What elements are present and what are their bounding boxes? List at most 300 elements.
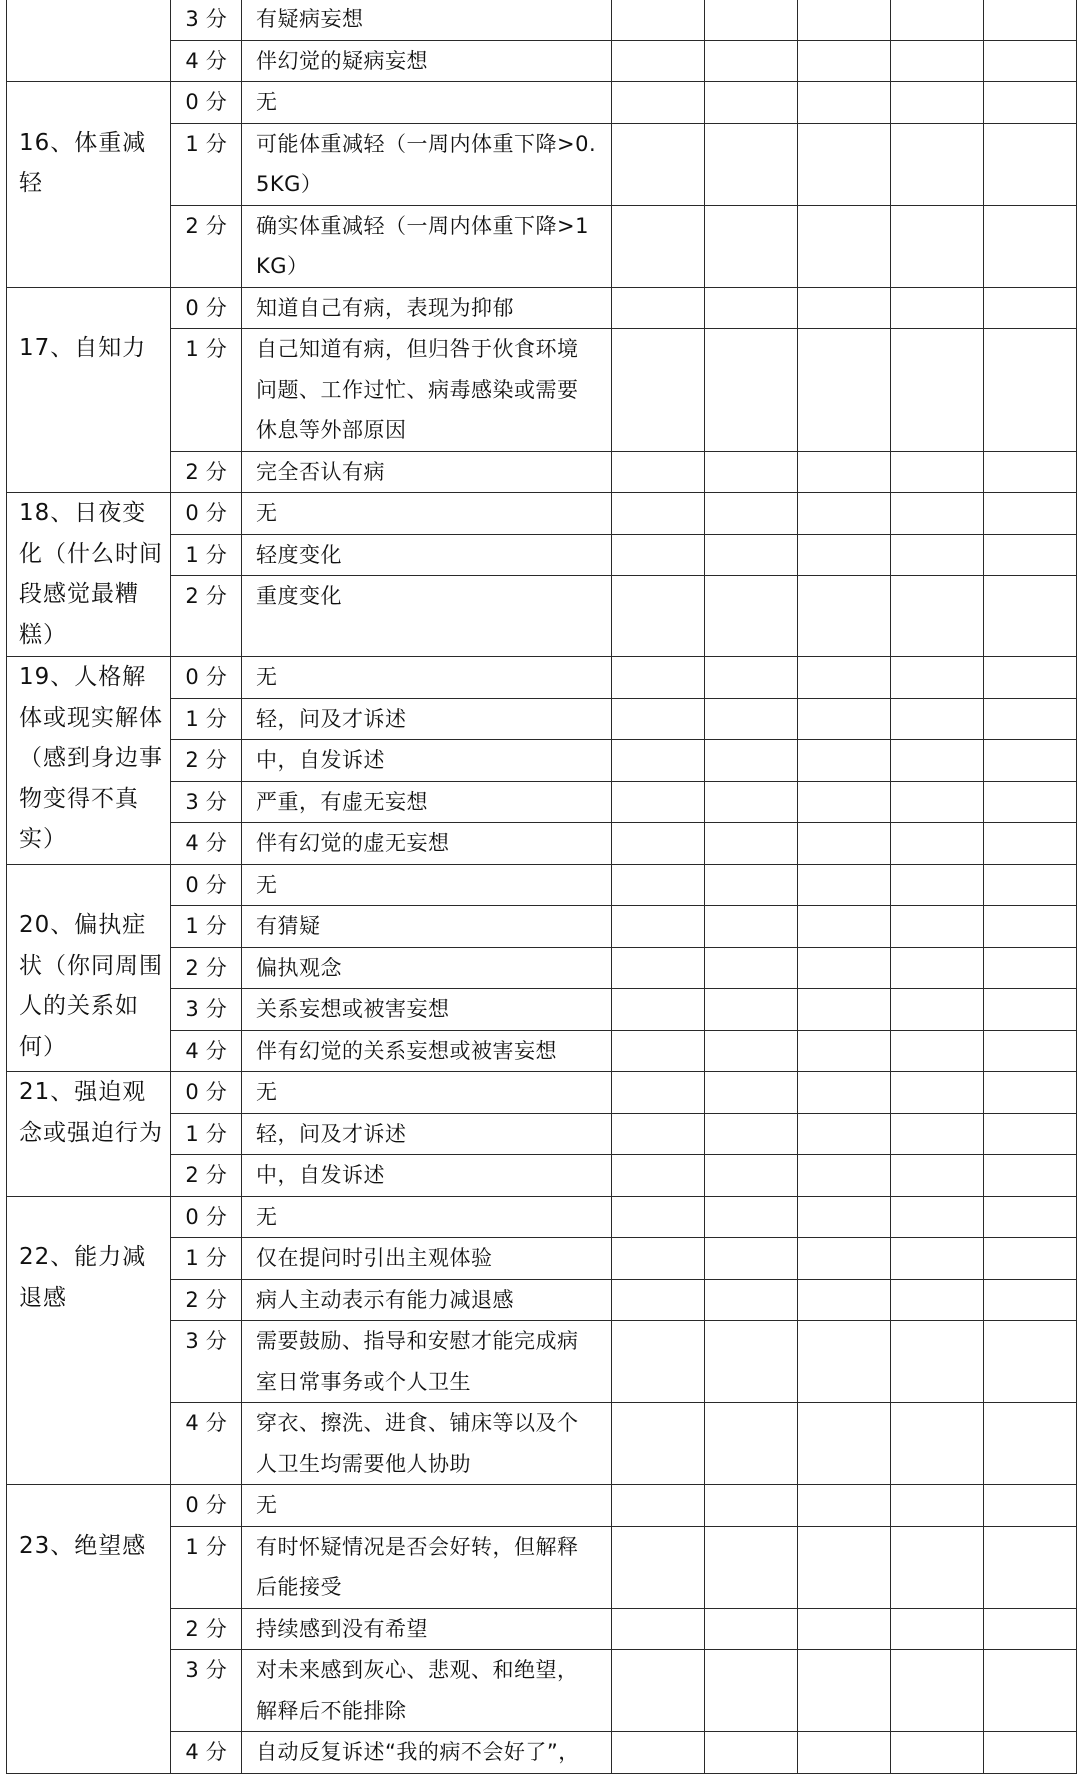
- rating-entry-cell[interactable]: [705, 1279, 798, 1321]
- rating-entry-cell[interactable]: [612, 329, 705, 452]
- rating-entry-cell[interactable]: [612, 1608, 705, 1650]
- rating-entry-cell[interactable]: [612, 493, 705, 535]
- rating-entry-cell[interactable]: [891, 1072, 984, 1114]
- rating-entry-cell[interactable]: [891, 1279, 984, 1321]
- score-row: [7, 493, 1077, 535]
- rating-entry-cell[interactable]: [705, 576, 798, 657]
- rating-entry-cell[interactable]: [798, 0, 891, 40]
- score-description: 需要鼓励、指导和安慰才能完成病室日常事务或个人卫生: [242, 1321, 612, 1403]
- score-cell: [171, 493, 242, 535]
- item-category: [7, 287, 171, 493]
- score-description: 轻，问及才诉述: [242, 698, 612, 740]
- rating-entry-cell[interactable]: [891, 493, 984, 535]
- score-unit: 分: [205, 295, 227, 320]
- rating-entry-cell[interactable]: [705, 1321, 798, 1403]
- rating-entry-cell[interactable]: [798, 989, 891, 1031]
- rating-entry-cell[interactable]: [798, 1650, 891, 1732]
- rating-entry-cell[interactable]: [891, 1155, 984, 1197]
- score-unit: 分: [205, 914, 227, 938]
- rating-entry-cell[interactable]: [891, 82, 984, 124]
- score-cell: [171, 329, 242, 452]
- score-description: 伴有幻觉的关系妄想或被害妄想: [242, 1030, 612, 1072]
- score-unit: 分: [205, 1493, 227, 1517]
- score-value: 2: [185, 459, 199, 484]
- score-description: 有疑病妄想: [242, 0, 612, 40]
- rating-entry-cell[interactable]: [705, 1485, 798, 1527]
- item-category: [7, 0, 171, 82]
- rating-entry-cell[interactable]: [612, 947, 705, 989]
- score-value: 0: [185, 1080, 199, 1104]
- rating-entry-cell[interactable]: [891, 0, 984, 40]
- score-cell: [171, 823, 242, 865]
- rating-entry-cell[interactable]: [984, 864, 1077, 906]
- rating-entry-cell[interactable]: [705, 1196, 798, 1238]
- score-description: 无: [242, 1072, 612, 1114]
- rating-entry-cell[interactable]: [984, 823, 1077, 865]
- rating-entry-cell[interactable]: [891, 781, 984, 823]
- score-cell: [171, 287, 242, 329]
- score-row: [7, 82, 1077, 124]
- rating-entry-cell[interactable]: [891, 1321, 984, 1403]
- rating-entry-cell[interactable]: [798, 657, 891, 699]
- rating-entry-cell[interactable]: [612, 906, 705, 948]
- rating-entry-cell[interactable]: [984, 947, 1077, 989]
- score-unit: 分: [205, 542, 227, 567]
- score-cell: [171, 576, 242, 657]
- rating-entry-cell[interactable]: [984, 740, 1077, 782]
- score-description: 病人主动表示有能力减退感: [242, 1279, 612, 1321]
- rating-entry-cell[interactable]: [891, 823, 984, 865]
- score-value: 2: [185, 213, 199, 238]
- rating-entry-cell[interactable]: [705, 823, 798, 865]
- score-description: 持续感到没有希望: [242, 1608, 612, 1650]
- item-category: [7, 657, 171, 865]
- score-cell: [171, 1113, 242, 1155]
- rating-entry-cell[interactable]: [798, 493, 891, 535]
- score-cell: [171, 82, 242, 124]
- rating-entry-cell[interactable]: [705, 740, 798, 782]
- rating-entry-cell[interactable]: [798, 740, 891, 782]
- rating-entry-cell[interactable]: [891, 1485, 984, 1527]
- rating-entry-cell[interactable]: [705, 864, 798, 906]
- rating-entry-cell[interactable]: [984, 1238, 1077, 1280]
- rating-entry-cell[interactable]: [705, 40, 798, 82]
- score-value: 2: [185, 1287, 199, 1312]
- rating-entry-cell[interactable]: [612, 123, 705, 205]
- rating-entry-cell[interactable]: [891, 1403, 984, 1485]
- rating-entry-cell[interactable]: [891, 329, 984, 452]
- score-value: 4: [185, 1411, 199, 1435]
- rating-entry-cell[interactable]: [705, 123, 798, 205]
- rating-entry-cell[interactable]: [612, 781, 705, 823]
- score-description: 伴幻觉的疑病妄想: [242, 40, 612, 82]
- rating-entry-cell[interactable]: [984, 1196, 1077, 1238]
- score-unit: 分: [205, 1080, 227, 1104]
- rating-entry-cell[interactable]: [612, 1732, 705, 1774]
- score-cell: [171, 1608, 242, 1650]
- rating-entry-cell[interactable]: [705, 1526, 798, 1608]
- score-unit: 分: [205, 831, 227, 855]
- score-value: 2: [185, 1163, 199, 1187]
- rating-entry-cell[interactable]: [798, 451, 891, 493]
- rating-entry-cell[interactable]: [984, 906, 1077, 948]
- score-unit: 分: [205, 213, 227, 238]
- rating-entry-cell[interactable]: [798, 1030, 891, 1072]
- rating-entry-cell[interactable]: [984, 451, 1077, 493]
- rating-entry-cell[interactable]: [705, 1238, 798, 1280]
- score-cell: [171, 740, 242, 782]
- rating-entry-cell[interactable]: [705, 657, 798, 699]
- rating-entry-cell[interactable]: [612, 534, 705, 576]
- item-category-label: 22、能力减退感: [19, 1244, 147, 1311]
- rating-entry-cell[interactable]: [984, 1030, 1077, 1072]
- score-description: 有猜疑: [242, 906, 612, 948]
- score-value: 1: [185, 914, 199, 938]
- rating-entry-cell[interactable]: [705, 1030, 798, 1072]
- rating-entry-cell[interactable]: [612, 1196, 705, 1238]
- score-description: 重度变化: [242, 576, 612, 657]
- rating-entry-cell[interactable]: [891, 287, 984, 329]
- rating-entry-cell[interactable]: [984, 1113, 1077, 1155]
- rating-entry-cell[interactable]: [984, 781, 1077, 823]
- rating-entry-cell[interactable]: [891, 576, 984, 657]
- score-unit: 分: [205, 90, 227, 114]
- rating-entry-cell[interactable]: [798, 1238, 891, 1280]
- score-description: 知道自己有病，表现为抑郁: [242, 287, 612, 329]
- rating-entry-cell[interactable]: [891, 947, 984, 989]
- rating-entry-cell[interactable]: [984, 40, 1077, 82]
- score-unit: 分: [205, 706, 227, 731]
- score-description: 关系妄想或被害妄想: [242, 989, 612, 1031]
- rating-entry-cell[interactable]: [984, 82, 1077, 124]
- score-cell: [171, 781, 242, 823]
- score-description: 严重，有虚无妄想: [242, 781, 612, 823]
- rating-entry-cell[interactable]: [891, 906, 984, 948]
- rating-entry-cell[interactable]: [984, 657, 1077, 699]
- score-unit: 分: [205, 748, 227, 772]
- rating-entry-cell[interactable]: [612, 1403, 705, 1485]
- rating-entry-cell[interactable]: [705, 906, 798, 948]
- rating-entry-cell[interactable]: [798, 534, 891, 576]
- score-row: [7, 1072, 1077, 1114]
- score-unit: 分: [205, 1411, 227, 1435]
- score-value: 4: [185, 1038, 199, 1063]
- score-cell: [171, 1155, 242, 1197]
- score-value: 0: [185, 501, 199, 525]
- rating-entry-cell[interactable]: [984, 1650, 1077, 1732]
- rating-entry-cell[interactable]: [984, 493, 1077, 535]
- rating-entry-cell[interactable]: [705, 451, 798, 493]
- rating-entry-cell[interactable]: [984, 123, 1077, 205]
- score-unit: 分: [205, 1740, 227, 1764]
- rating-entry-cell[interactable]: [798, 576, 891, 657]
- rating-entry-cell[interactable]: [891, 205, 984, 287]
- rating-entry-cell[interactable]: [612, 1030, 705, 1072]
- rating-entry-cell[interactable]: [798, 329, 891, 452]
- rating-entry-cell[interactable]: [612, 1155, 705, 1197]
- score-unit: 分: [205, 789, 227, 814]
- score-cell: [171, 1030, 242, 1072]
- score-description: 中，自发诉述: [242, 740, 612, 782]
- score-cell: [171, 534, 242, 576]
- score-value: 3: [185, 789, 199, 814]
- rating-entry-cell[interactable]: [891, 1650, 984, 1732]
- rating-entry-cell[interactable]: [798, 82, 891, 124]
- score-cell: [171, 0, 242, 40]
- rating-entry-cell[interactable]: [798, 1196, 891, 1238]
- rating-entry-cell[interactable]: [705, 534, 798, 576]
- score-cell: [171, 1238, 242, 1280]
- rating-entry-cell[interactable]: [984, 1072, 1077, 1114]
- score-unit: 分: [205, 131, 227, 156]
- rating-entry-cell[interactable]: [705, 329, 798, 452]
- rating-entry-cell[interactable]: [705, 947, 798, 989]
- score-description: 轻度变化: [242, 534, 612, 576]
- rating-entry-cell[interactable]: [612, 287, 705, 329]
- item-category: [7, 1485, 171, 1774]
- rating-entry-cell[interactable]: [984, 1608, 1077, 1650]
- score-cell: [171, 989, 242, 1031]
- score-cell: [171, 1279, 242, 1321]
- rating-entry-cell[interactable]: [705, 989, 798, 1031]
- item-category-label: 21、强迫观念或强迫行为: [19, 1079, 163, 1146]
- score-description: 偏执观念: [242, 947, 612, 989]
- score-unit: 分: [205, 48, 227, 73]
- score-unit: 分: [205, 1204, 227, 1229]
- rating-entry-cell[interactable]: [798, 1321, 891, 1403]
- score-description: 无: [242, 657, 612, 699]
- score-unit: 分: [205, 1616, 227, 1641]
- rating-entry-cell[interactable]: [612, 451, 705, 493]
- score-unit: 分: [205, 1163, 227, 1187]
- rating-entry-cell[interactable]: [984, 1526, 1077, 1608]
- rating-entry-cell[interactable]: [705, 205, 798, 287]
- rating-entry-cell[interactable]: [705, 1072, 798, 1114]
- rating-entry-cell[interactable]: [891, 534, 984, 576]
- score-description: 中，自发诉述: [242, 1155, 612, 1197]
- rating-entry-cell[interactable]: [891, 40, 984, 82]
- score-cell: [171, 1072, 242, 1114]
- score-cell: [171, 947, 242, 989]
- rating-entry-cell[interactable]: [612, 82, 705, 124]
- rating-entry-cell[interactable]: [798, 864, 891, 906]
- rating-entry-cell[interactable]: [612, 864, 705, 906]
- item-category-label: 20、偏执症状（你同周围人的关系如何）: [19, 912, 163, 1060]
- score-unit: 分: [205, 997, 227, 1021]
- score-description: 轻，问及才诉述: [242, 1113, 612, 1155]
- rating-entry-cell[interactable]: [798, 1113, 891, 1155]
- rating-entry-cell[interactable]: [612, 1238, 705, 1280]
- score-value: 3: [185, 7, 199, 31]
- rating-entry-cell[interactable]: [891, 864, 984, 906]
- rating-entry-cell[interactable]: [891, 1113, 984, 1155]
- score-unit: 分: [205, 1121, 227, 1146]
- rating-entry-cell[interactable]: [612, 1279, 705, 1321]
- rating-entry-cell[interactable]: [705, 1608, 798, 1650]
- rating-entry-cell[interactable]: [798, 781, 891, 823]
- rating-entry-cell[interactable]: [612, 1072, 705, 1114]
- score-description: 有时怀疑情况是否会好转，但解释后能接受: [242, 1526, 612, 1608]
- score-unit: 分: [205, 7, 227, 31]
- rating-entry-cell[interactable]: [891, 989, 984, 1031]
- rating-entry-cell[interactable]: [798, 123, 891, 205]
- score-description: 无: [242, 493, 612, 535]
- rating-entry-cell[interactable]: [891, 1030, 984, 1072]
- score-description: 仅在提问时引出主观体验: [242, 1238, 612, 1280]
- score-cell: [171, 1650, 242, 1732]
- score-cell: [171, 1732, 242, 1774]
- score-value: 0: [185, 295, 199, 320]
- score-cell: [171, 1526, 242, 1608]
- rating-entry-cell[interactable]: [798, 1403, 891, 1485]
- rating-entry-cell[interactable]: [891, 1238, 984, 1280]
- rating-entry-cell[interactable]: [891, 1732, 984, 1774]
- score-value: 4: [185, 48, 199, 73]
- rating-scale-table: [6, 0, 1077, 1774]
- rating-entry-cell[interactable]: [798, 1072, 891, 1114]
- score-cell: [171, 123, 242, 205]
- rating-entry-cell[interactable]: [705, 1155, 798, 1197]
- score-description: 完全否认有病: [242, 451, 612, 493]
- rating-entry-cell[interactable]: [984, 0, 1077, 40]
- score-cell: [171, 864, 242, 906]
- rating-entry-cell[interactable]: [705, 493, 798, 535]
- item-category-label: 23、绝望感: [19, 1532, 147, 1559]
- rating-entry-cell[interactable]: [798, 698, 891, 740]
- score-cell: [171, 657, 242, 699]
- rating-entry-cell[interactable]: [705, 287, 798, 329]
- rating-entry-cell[interactable]: [798, 1155, 891, 1197]
- item-category: [7, 493, 171, 657]
- rating-entry-cell[interactable]: [798, 823, 891, 865]
- rating-entry-cell[interactable]: [984, 1155, 1077, 1197]
- rating-entry-cell[interactable]: [612, 1526, 705, 1608]
- score-row: [7, 864, 1077, 906]
- rating-entry-cell[interactable]: [612, 657, 705, 699]
- rating-entry-cell[interactable]: [891, 451, 984, 493]
- score-description: 对未来感到灰心、悲观、和绝望，解释后不能排除: [242, 1650, 612, 1732]
- item-category-label: 17、自知力: [19, 335, 147, 361]
- rating-entry-cell[interactable]: [798, 1732, 891, 1774]
- rating-entry-cell[interactable]: [798, 906, 891, 948]
- score-unit: 分: [205, 337, 227, 361]
- score-description: 无: [242, 1485, 612, 1527]
- rating-entry-cell[interactable]: [612, 1321, 705, 1403]
- score-unit: 分: [205, 1329, 227, 1353]
- score-unit: 分: [205, 1038, 227, 1063]
- rating-entry-cell[interactable]: [705, 1732, 798, 1774]
- score-description: 无: [242, 864, 612, 906]
- rating-entry-cell[interactable]: [984, 698, 1077, 740]
- rating-entry-cell[interactable]: [612, 205, 705, 287]
- rating-entry-cell[interactable]: [612, 576, 705, 657]
- rating-entry-cell[interactable]: [984, 205, 1077, 287]
- rating-entry-cell[interactable]: [984, 1732, 1077, 1774]
- score-row: [7, 1485, 1077, 1527]
- score-description: 无: [242, 1196, 612, 1238]
- rating-entry-cell[interactable]: [612, 1485, 705, 1527]
- score-cell: [171, 906, 242, 948]
- rating-entry-cell[interactable]: [798, 1485, 891, 1527]
- score-value: 2: [185, 955, 199, 980]
- rating-entry-cell[interactable]: [984, 329, 1077, 452]
- score-cell: [171, 698, 242, 740]
- rating-entry-cell[interactable]: [612, 740, 705, 782]
- rating-entry-cell[interactable]: [984, 1279, 1077, 1321]
- score-value: 2: [185, 1616, 199, 1641]
- rating-entry-cell[interactable]: [798, 947, 891, 989]
- score-row: [7, 287, 1077, 329]
- score-description: 自动反复诉述“我的病不会好了”，: [242, 1732, 612, 1774]
- score-cell: [171, 1485, 242, 1527]
- rating-entry-cell[interactable]: [705, 1113, 798, 1155]
- rating-entry-cell[interactable]: [705, 0, 798, 40]
- rating-entry-cell[interactable]: [984, 287, 1077, 329]
- rating-entry-cell[interactable]: [798, 287, 891, 329]
- score-description: 穿衣、擦洗、进食、铺床等以及个人卫生均需要他人协助: [242, 1403, 612, 1485]
- item-category-label: 19、人格解体或现实解体（感到身边事物变得不真实）: [19, 664, 163, 852]
- item-category-label: 18、日夜变化（什么时间段感觉最糟糕）: [19, 500, 163, 648]
- score-value: 2: [185, 748, 199, 772]
- rating-entry-cell[interactable]: [612, 989, 705, 1031]
- score-value: 1: [185, 542, 199, 567]
- rating-entry-cell[interactable]: [612, 1650, 705, 1732]
- score-unit: 分: [205, 872, 227, 897]
- rating-entry-cell[interactable]: [798, 1279, 891, 1321]
- rating-entry-cell[interactable]: [891, 740, 984, 782]
- score-value: 2: [185, 584, 199, 608]
- score-description: 无: [242, 82, 612, 124]
- score-value: 3: [185, 1658, 199, 1682]
- score-description: 伴有幻觉的虚无妄想: [242, 823, 612, 865]
- rating-entry-cell[interactable]: [984, 1321, 1077, 1403]
- rating-entry-cell[interactable]: [984, 576, 1077, 657]
- rating-entry-cell[interactable]: [891, 1526, 984, 1608]
- rating-entry-cell[interactable]: [705, 781, 798, 823]
- rating-entry-cell[interactable]: [984, 1485, 1077, 1527]
- score-value: 3: [185, 997, 199, 1021]
- rating-entry-cell[interactable]: [984, 1403, 1077, 1485]
- rating-entry-cell[interactable]: [612, 1113, 705, 1155]
- rating-entry-cell[interactable]: [705, 82, 798, 124]
- rating-entry-cell[interactable]: [891, 123, 984, 205]
- score-cell: [171, 1196, 242, 1238]
- rating-entry-cell[interactable]: [984, 989, 1077, 1031]
- score-value: 4: [185, 831, 199, 855]
- rating-entry-cell[interactable]: [798, 205, 891, 287]
- score-unit: 分: [205, 665, 227, 689]
- rating-entry-cell[interactable]: [891, 657, 984, 699]
- rating-entry-cell[interactable]: [705, 1403, 798, 1485]
- rating-entry-cell[interactable]: [612, 0, 705, 40]
- rating-entry-cell[interactable]: [705, 1650, 798, 1732]
- rating-entry-cell[interactable]: [798, 1608, 891, 1650]
- rating-entry-cell[interactable]: [612, 823, 705, 865]
- score-value: 0: [185, 1493, 199, 1517]
- rating-entry-cell[interactable]: [798, 1526, 891, 1608]
- rating-entry-cell[interactable]: [984, 534, 1077, 576]
- rating-entry-cell[interactable]: [705, 698, 798, 740]
- rating-entry-cell[interactable]: [891, 698, 984, 740]
- score-value: 1: [185, 706, 199, 731]
- rating-entry-cell[interactable]: [612, 698, 705, 740]
- item-category: [7, 864, 171, 1072]
- rating-entry-cell[interactable]: [891, 1608, 984, 1650]
- rating-entry-cell[interactable]: [798, 40, 891, 82]
- score-value: 0: [185, 90, 199, 114]
- rating-entry-cell[interactable]: [612, 40, 705, 82]
- rating-entry-cell[interactable]: [891, 1196, 984, 1238]
